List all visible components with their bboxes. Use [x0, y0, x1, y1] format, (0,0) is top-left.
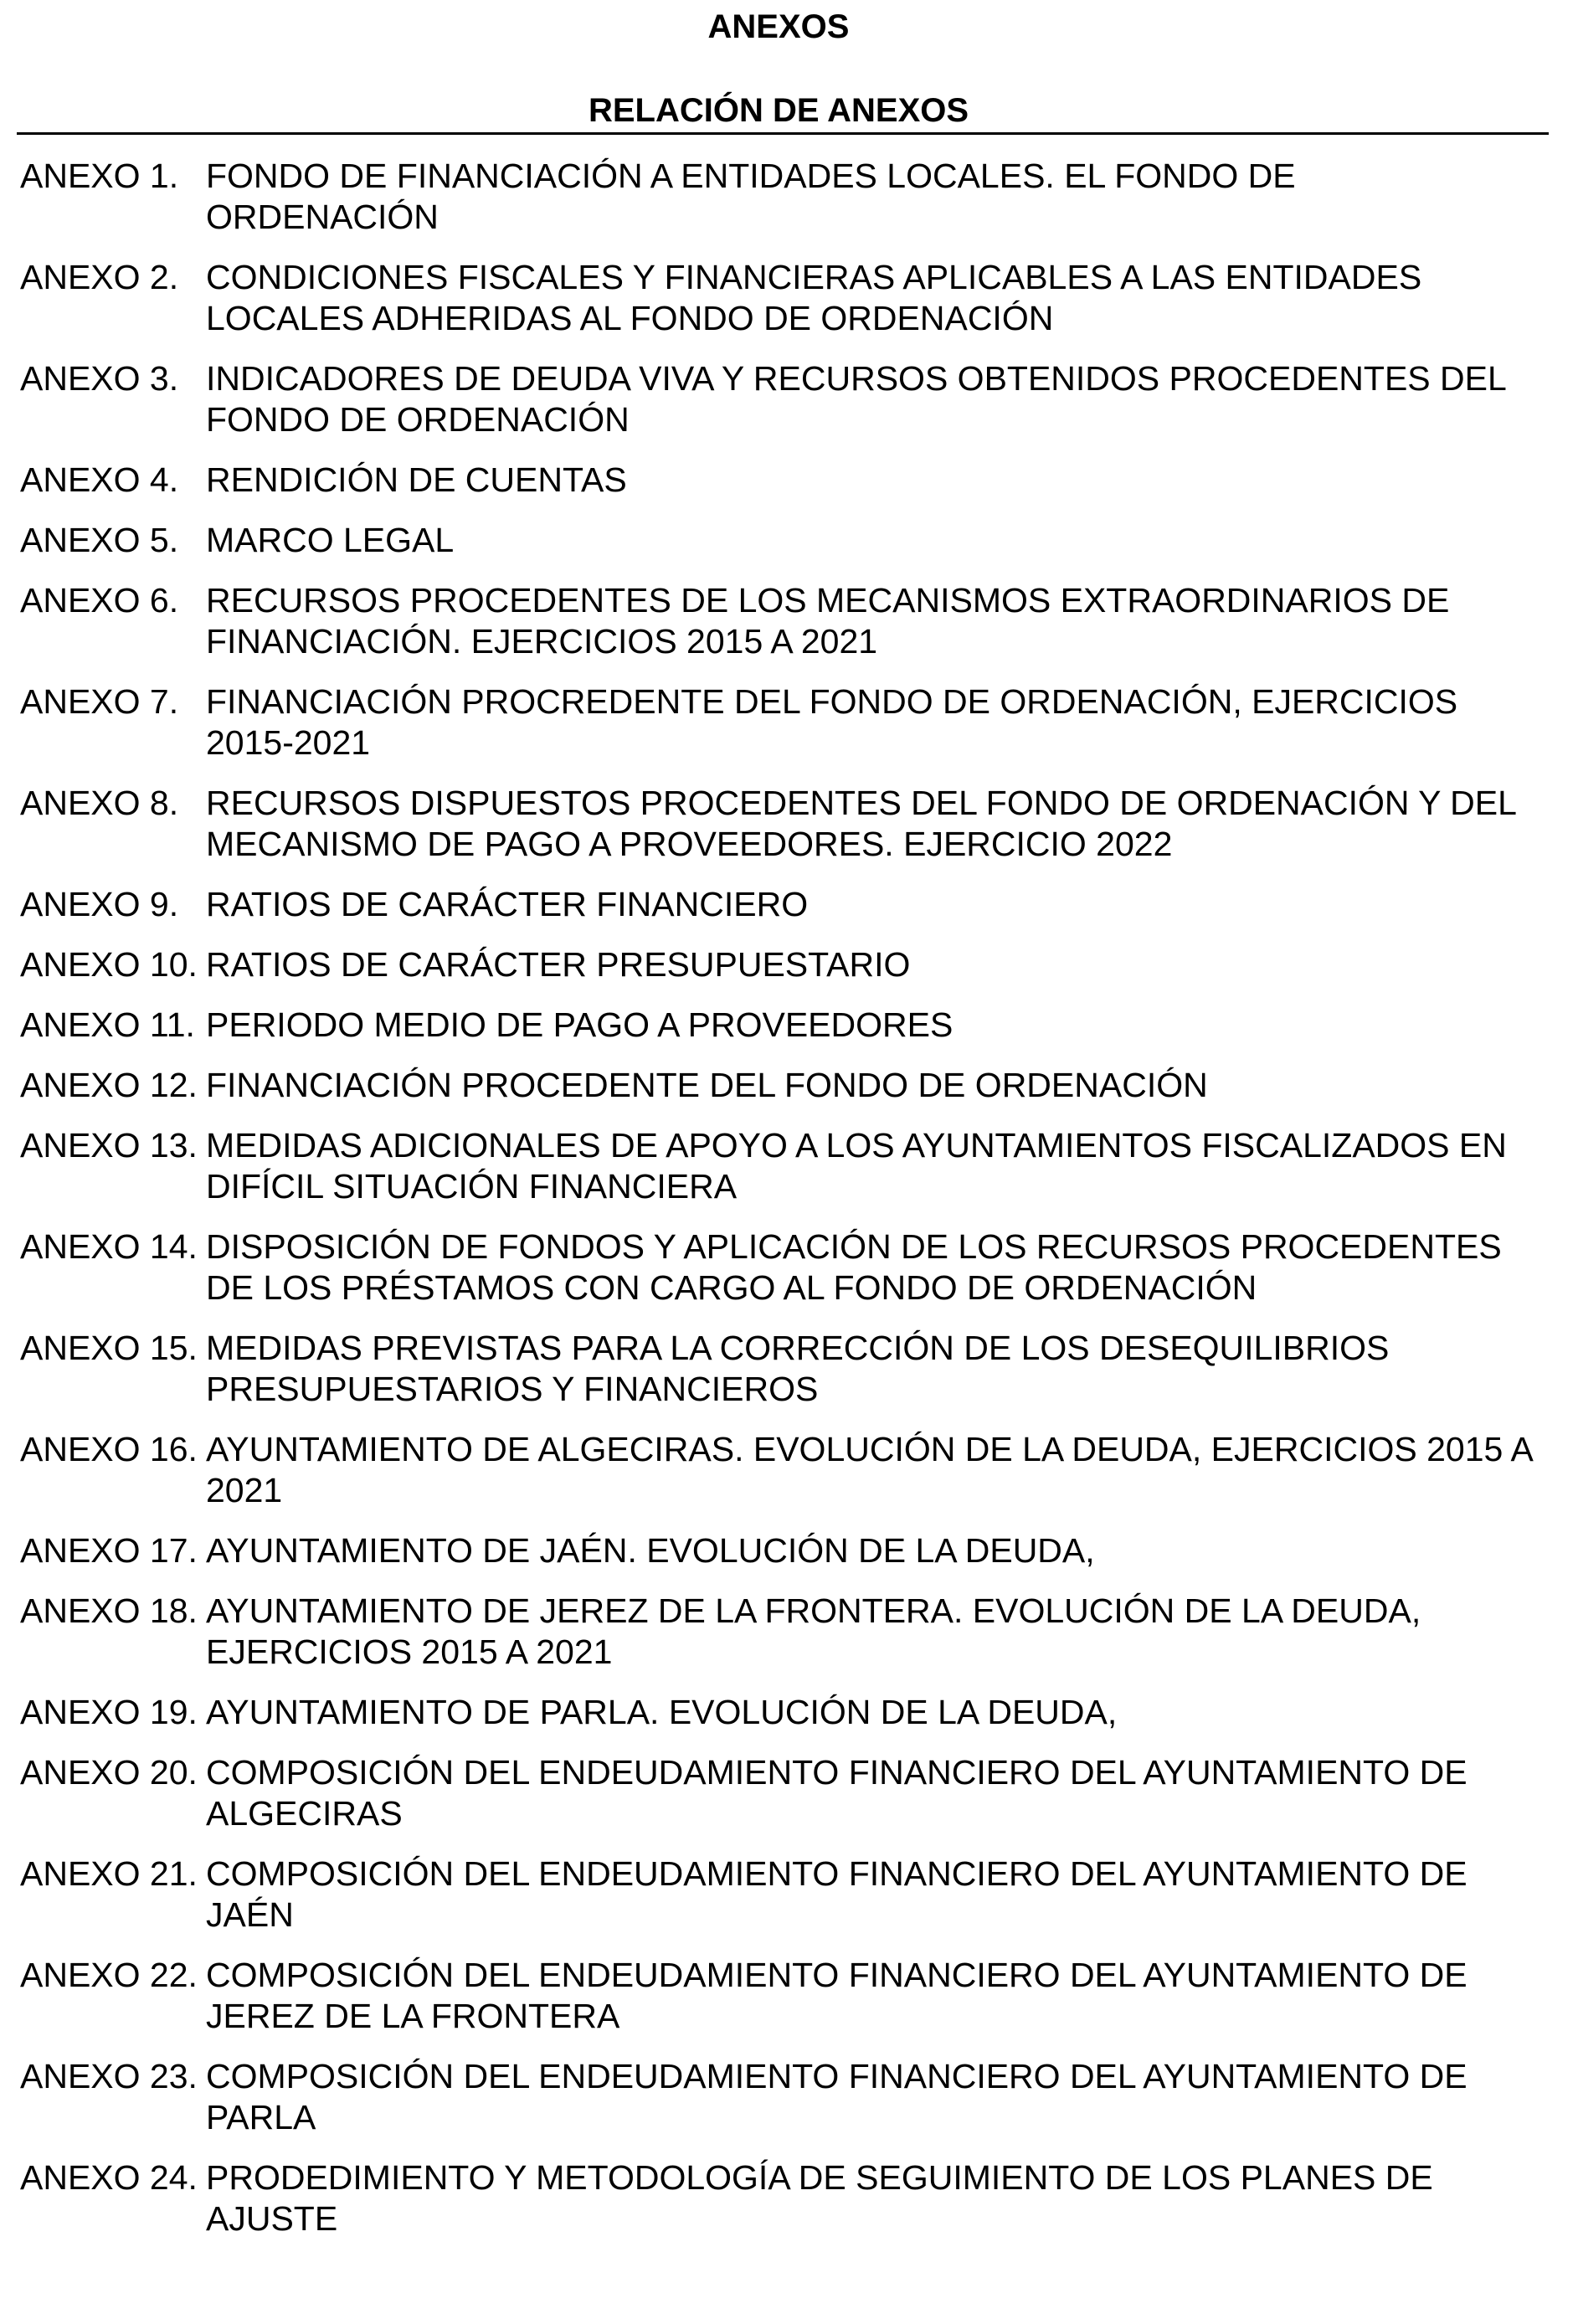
annex-title: PERIODO MEDIO DE PAGO A PROVEEDORES	[206, 1005, 953, 1044]
annex-label: ANEXO 5.	[20, 521, 179, 559]
annex-label: ANEXO 15.	[20, 1329, 198, 1367]
annex-label: ANEXO 11.	[20, 1005, 195, 1044]
annex-title: AYUNTAMIENTO DE JAÉN. EVOLUCIÓN DE LA DEUDA,	[206, 1531, 1095, 1570]
annex-label: ANEXO 22.	[20, 1956, 198, 1994]
annex-title: CONDICIONES FISCALES Y FINANCIERAS APLICABLES A LAS ENTIDADES LOCALES ADHERIDAS AL FONDO DE ORDENACIÓN	[206, 258, 1422, 337]
annex-item-20	[20, 1752, 1552, 1834]
annex-title: INDICADORES DE DEUDA VIVA Y RECURSOS OBTENIDOS PROCEDENTES DEL FONDO DE ORDENACIÓN	[206, 359, 1506, 439]
annex-label: ANEXO 23.	[20, 2057, 198, 2095]
annex-title: DISPOSICIÓN DE FONDOS Y APLICACIÓN DE LOS RECURSOS PROCEDENTES DE LOS PRÉSTAMOS CON CARGO AL FONDO DE ORDENACIÓN	[206, 1227, 1502, 1307]
annex-item-9	[20, 884, 1552, 925]
annex-title: RENDICIÓN DE CUENTAS	[206, 460, 627, 499]
page-title: ANEXOS	[707, 8, 850, 45]
annex-item-18	[20, 1591, 1552, 1673]
annex-title: COMPOSICIÓN DEL ENDEUDAMIENTO FINANCIERO DEL AYUNTAMIENTO DE JAÉN	[206, 1854, 1467, 1934]
annex-title: RATIOS DE CARÁCTER FINANCIERO	[206, 885, 809, 923]
annex-title: COMPOSICIÓN DEL ENDEUDAMIENTO FINANCIERO DEL AYUNTAMIENTO DE JEREZ DE LA FRONTERA	[206, 1956, 1467, 2035]
annex-title: MEDIDAS PREVISTAS PARA LA CORRECCIÓN DE LOS DESEQUILIBRIOS PRESUPUESTARIOS Y FINANCIEROS	[206, 1329, 1390, 1408]
annex-label: ANEXO 1.	[20, 157, 179, 195]
annex-item-17	[20, 1530, 1552, 1571]
annex-title: FINANCIACIÓN PROCEDENTE DEL FONDO DE ORDENACIÓN	[206, 1066, 1208, 1104]
annex-title: AYUNTAMIENTO DE JEREZ DE LA FRONTERA. EVOLUCIÓN DE LA DEUDA, EJERCICIOS 2015 A 2021	[206, 1591, 1421, 1671]
annex-item-23	[20, 2056, 1552, 2138]
annex-item-19	[20, 1692, 1552, 1733]
annex-item-11	[20, 1005, 1552, 1046]
annex-label: ANEXO 3.	[20, 359, 179, 398]
annex-item-5	[20, 520, 1552, 561]
annex-label: ANEXO 12.	[20, 1066, 198, 1104]
annex-label: ANEXO 17.	[20, 1531, 198, 1570]
annex-item-22	[20, 1955, 1552, 2037]
annex-label: ANEXO 10.	[20, 945, 198, 984]
title-divider	[17, 132, 1549, 135]
annex-title: COMPOSICIÓN DEL ENDEUDAMIENTO FINANCIERO DEL AYUNTAMIENTO DE ALGECIRAS	[206, 1753, 1467, 1833]
annex-label: ANEXO 24.	[20, 2158, 198, 2197]
annex-title: MARCO LEGAL	[206, 521, 455, 559]
annex-title: COMPOSICIÓN DEL ENDEUDAMIENTO FINANCIERO DEL AYUNTAMIENTO DE PARLA	[206, 2057, 1467, 2136]
annex-label: ANEXO 21.	[20, 1854, 198, 1893]
annex-item-8	[20, 783, 1552, 865]
annex-item-7	[20, 681, 1552, 764]
annex-label: ANEXO 6.	[20, 581, 179, 620]
annex-item-12	[20, 1065, 1552, 1106]
annex-item-1	[20, 156, 1552, 238]
annex-title: MEDIDAS ADICIONALES DE APOYO A LOS AYUNTAMIENTOS FISCALIZADOS EN DIFÍCIL SITUACIÓN FINANCIERA	[206, 1126, 1507, 1206]
annex-title: AYUNTAMIENTO DE PARLA. EVOLUCIÓN DE LA DEUDA,	[206, 1693, 1118, 1731]
annex-title: PRODEDIMIENTO Y METODOLOGÍA DE SEGUIMIENTO DE LOS PLANES DE AJUSTE	[206, 2158, 1433, 2238]
annex-item-15	[20, 1328, 1552, 1410]
annex-item-6	[20, 580, 1552, 662]
annex-title: AYUNTAMIENTO DE ALGECIRAS. EVOLUCIÓN DE LA DEUDA, EJERCICIOS 2015 A 2021	[206, 1430, 1532, 1509]
annex-label: ANEXO 18.	[20, 1591, 198, 1630]
annex-item-4	[20, 460, 1552, 501]
annex-title: FINANCIACIÓN PROCREDENTE DEL FONDO DE ORDENACIÓN, EJERCICIOS 2015-2021	[206, 682, 1458, 762]
annex-title: RECURSOS DISPUESTOS PROCEDENTES DEL FONDO DE ORDENACIÓN Y DEL MECANISMO DE PAGO A PROVEEDORES. EJERCICIO 2022	[206, 784, 1516, 863]
annex-label: ANEXO 20.	[20, 1753, 198, 1792]
section-title: RELACIÓN DE ANEXOS	[588, 92, 969, 129]
annex-label: ANEXO 16.	[20, 1430, 198, 1468]
annex-item-16	[20, 1429, 1552, 1511]
annex-label: ANEXO 8.	[20, 784, 179, 822]
annex-item-24	[20, 2157, 1552, 2239]
annex-label: ANEXO 4.	[20, 460, 179, 499]
annex-item-13	[20, 1125, 1552, 1207]
annex-item-14	[20, 1226, 1552, 1309]
annex-title: RATIOS DE CARÁCTER PRESUPUESTARIO	[206, 945, 911, 984]
annex-item-21	[20, 1854, 1552, 1936]
annex-list	[20, 156, 1552, 2259]
annex-label: ANEXO 7.	[20, 682, 179, 721]
annex-title: FONDO DE FINANCIACIÓN A ENTIDADES LOCALES. EL FONDO DE ORDENACIÓN	[206, 157, 1296, 236]
annex-item-2	[20, 257, 1552, 339]
annex-label: ANEXO 9.	[20, 885, 179, 923]
annex-item-3	[20, 358, 1552, 440]
annex-label: ANEXO 2.	[20, 258, 179, 296]
annex-label: ANEXO 13.	[20, 1126, 198, 1165]
annex-title: RECURSOS PROCEDENTES DE LOS MECANISMOS EXTRAORDINARIOS DE FINANCIACIÓN. EJERCICIOS 2015 A 2021	[206, 581, 1450, 661]
annex-label: ANEXO 19.	[20, 1693, 198, 1731]
annex-label: ANEXO 14.	[20, 1227, 198, 1266]
annex-item-10	[20, 944, 1552, 985]
